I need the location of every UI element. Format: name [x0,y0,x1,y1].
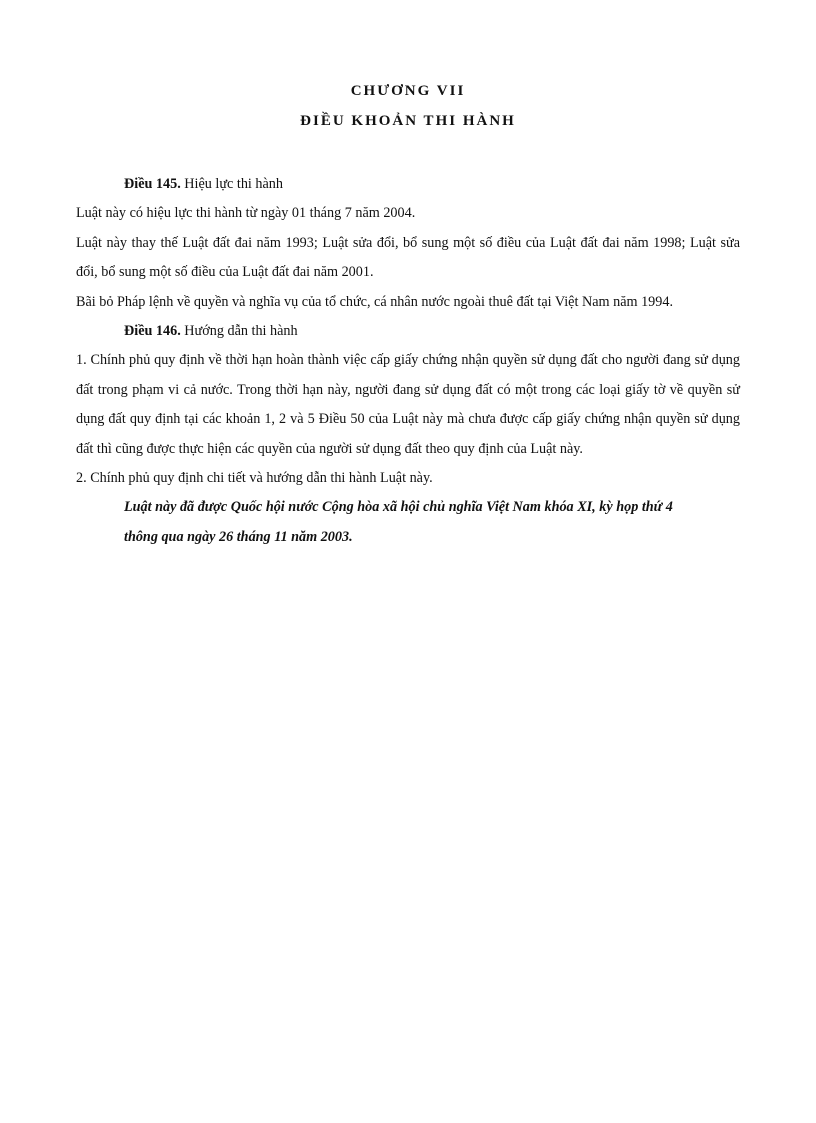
article-145-paragraph: Luật này thay thế Luật đất đai năm 1993; Luật sửa đổi, bổ sung một số điều của Luật đất đai năm 1998; Luật sửa đổi, bổ sung một số điều của Luật đất đai năm 2001. [76,234,740,281]
document-page [76,0,740,1123]
article-145-paragraph: Bãi bỏ Pháp lệnh về quyền và nghĩa vụ của tổ chức, cá nhân nước ngoài thuê đất tại Việt Nam năm 1994. [76,293,673,310]
article-146-label: Điều 146. [124,323,181,340]
document-body [76,170,740,552]
closing-statement: Luật này đã được Quốc hội nước Cộng hòa xã hội chủ nghĩa Việt Nam khóa XI, kỳ họp thứ 4 thông qua ngày 26 tháng 11 năm 2003. [124,499,673,545]
article-146-title: Hướng dẫn thi hành [184,323,298,340]
article-146-paragraph: 1. Chính phủ quy định về thời hạn hoàn thành việc cấp giấy chứng nhận quyền sử dụng đất cho người đang sử dụng đất trong phạm vi cả nước. Trong thời hạn này, người đang sử dụng đất có một trong các loại giấy tờ về quyền sử dụng đất quy định tại các khoản 1, 2 và 5 Điều 50 của Luật này mà chưa được cấp giấy chứng nhận quyền sử dụng đất thì cũng được thực hiện các quyền của người sử dụng đất theo quy định của Luật này. [76,352,740,457]
chapter-number: CHƯƠNG VII [350,83,466,99]
article-146-paragraph: 2. Chính phủ quy định chi tiết và hướng dẫn thi hành Luật này. [76,470,433,487]
article-145-title: Hiệu lực thi hành [184,176,283,192]
article-146-heading [76,317,740,346]
chapter-title: ĐIỀU KHOẢN THI HÀNH [300,113,516,129]
article-145-paragraph: Luật này có hiệu lực thi hành từ ngày 01 tháng 7 năm 2004. [76,205,416,222]
article-145-label: Điều 145. [124,176,181,192]
article-145-heading [76,170,740,199]
